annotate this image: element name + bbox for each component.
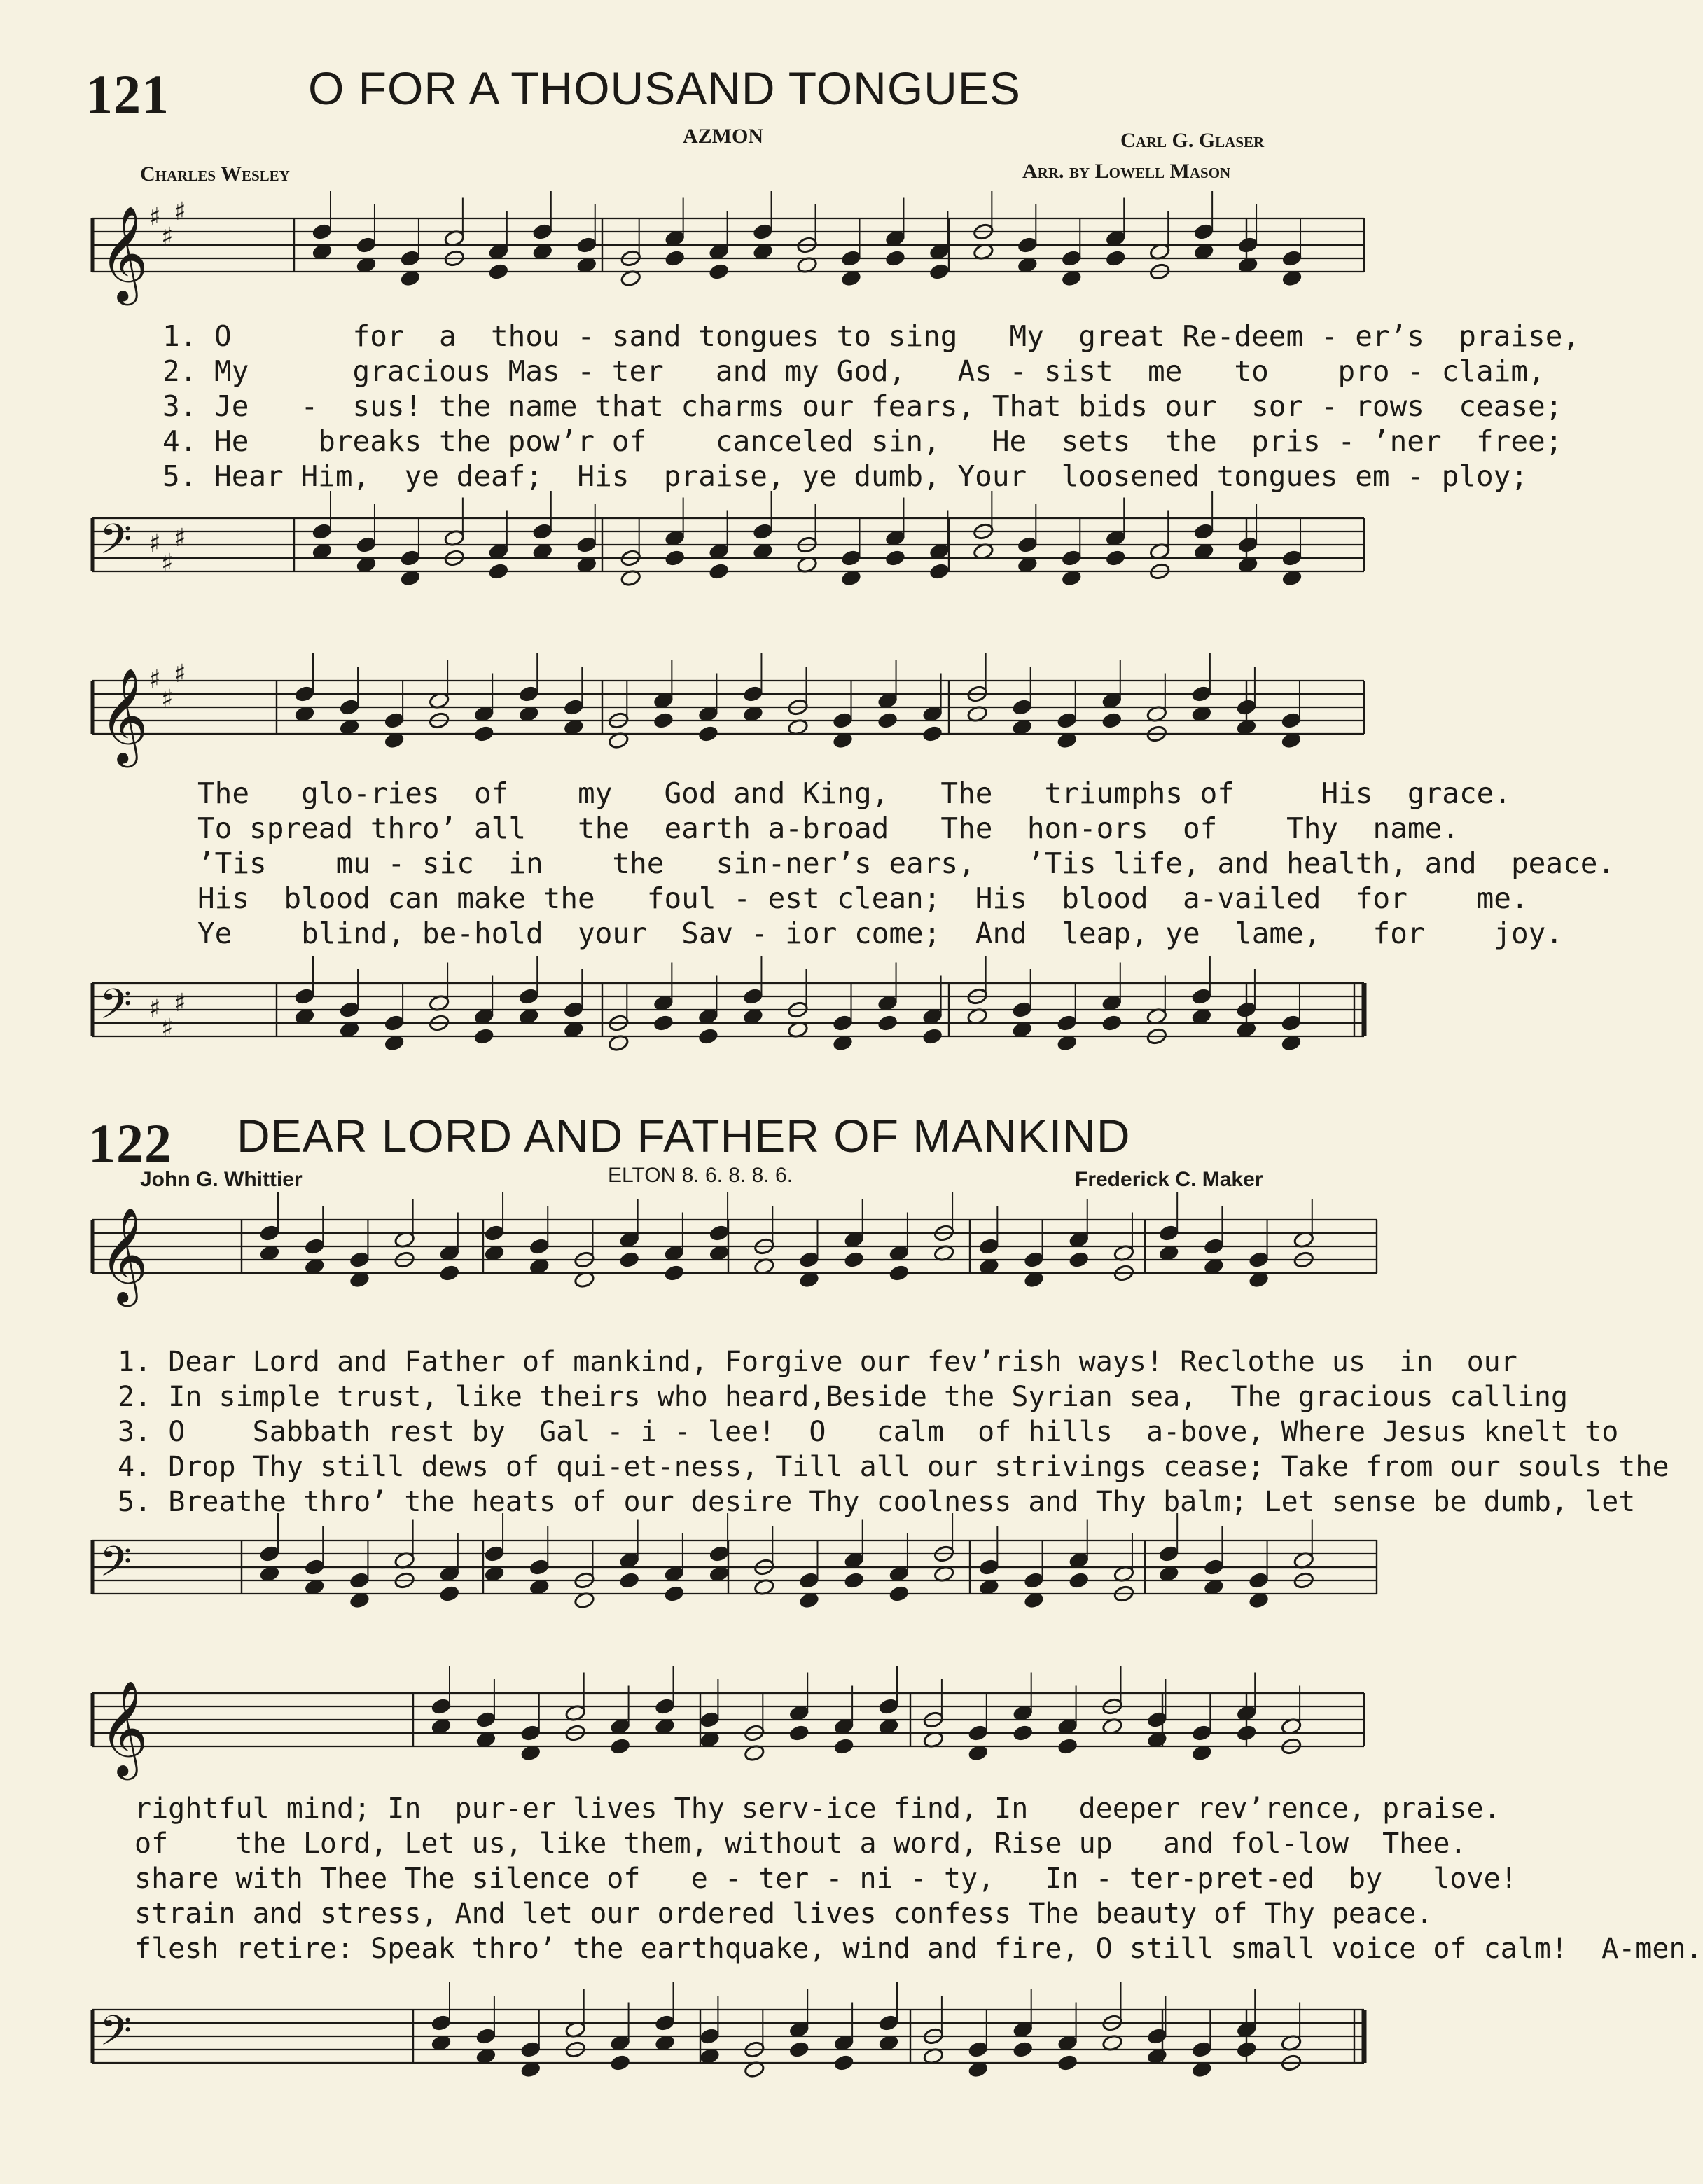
note-head bbox=[529, 1558, 550, 1576]
composer-credit: Carl G. Glaser bbox=[1120, 129, 1265, 152]
verses-hymn122-part2 bbox=[134, 1791, 1703, 1966]
note-head bbox=[618, 1251, 640, 1269]
sharp-icon: ♯ bbox=[148, 665, 161, 694]
note-head bbox=[1068, 1251, 1090, 1269]
note-head bbox=[1203, 1237, 1225, 1256]
note-head bbox=[833, 2054, 855, 2072]
note-head bbox=[473, 725, 495, 743]
hymn-title: O FOR A THOUSAND TONGUES bbox=[308, 62, 1021, 114]
note-head bbox=[788, 1724, 810, 1742]
note-head bbox=[520, 2040, 542, 2059]
note-head bbox=[978, 1237, 1000, 1256]
note-head bbox=[889, 1585, 910, 1603]
verse-line: To spread thro’ all the earth a-broad The hon-ors of Thy name. bbox=[197, 812, 1459, 845]
note-head bbox=[1017, 536, 1038, 554]
note-head bbox=[843, 1251, 865, 1269]
note-head bbox=[1191, 987, 1213, 1006]
note-head bbox=[929, 562, 950, 580]
note-head bbox=[922, 725, 943, 743]
note-head bbox=[1056, 1014, 1078, 1032]
hymn-number: 122 bbox=[88, 1113, 172, 1174]
note-head bbox=[832, 711, 854, 730]
note-head bbox=[889, 1264, 910, 1282]
note-head bbox=[1023, 1571, 1045, 1590]
note-head bbox=[439, 1585, 461, 1603]
hymn-title: DEAR LORD AND FATHER OF MANKIND bbox=[237, 1110, 1131, 1162]
note-head bbox=[294, 987, 316, 1006]
note-head bbox=[400, 249, 422, 267]
verse-line: of the Lord, Let us, like them, without a word, Rise up and fol-low Thee. bbox=[134, 1828, 1467, 1860]
verses-hymn122-part1 bbox=[118, 1344, 1669, 1519]
note-head bbox=[1023, 1251, 1045, 1269]
note-head bbox=[752, 522, 774, 541]
note-head bbox=[840, 549, 862, 567]
note-head bbox=[742, 685, 764, 703]
hymn-number: 121 bbox=[85, 64, 169, 125]
composer-credit: Frederick C. Maker bbox=[1075, 1168, 1263, 1191]
bass-clef-icon: 𝄢 bbox=[99, 1537, 132, 1596]
verse-line: 1. O for a thou - sand tongues to sing My great Re-deem - er’s praise, bbox=[162, 319, 1580, 353]
note-head bbox=[609, 2054, 631, 2072]
author-credit: John G. Whittier bbox=[140, 1168, 303, 1191]
sharp-icon: ♯ bbox=[161, 549, 174, 578]
note-head bbox=[840, 249, 862, 267]
note-head bbox=[618, 1571, 640, 1590]
note-head bbox=[609, 1737, 631, 1755]
note-head bbox=[1191, 2040, 1213, 2059]
note-head bbox=[968, 1724, 989, 1742]
verse-line: rightful mind; In pur-er lives Thy serv-ice find, In deeper rev’rence, praise. bbox=[134, 1793, 1501, 1825]
sharp-icon: ♯ bbox=[174, 660, 186, 688]
note-head bbox=[654, 2014, 676, 2032]
bass-clef-icon: 𝄢 bbox=[99, 2006, 132, 2065]
note-head bbox=[349, 1571, 370, 1590]
note-head bbox=[1191, 1724, 1213, 1742]
note-head bbox=[576, 236, 597, 254]
note-head bbox=[356, 536, 377, 554]
note-head bbox=[1057, 1737, 1078, 1755]
treble-clef-icon: 𝄞 bbox=[99, 1679, 148, 1776]
note-head bbox=[1203, 1558, 1225, 1576]
note-head bbox=[742, 987, 764, 1006]
note-head bbox=[709, 1545, 730, 1563]
note-head bbox=[1281, 249, 1303, 267]
note-head bbox=[488, 562, 510, 580]
note-head bbox=[576, 536, 597, 554]
note-head bbox=[518, 685, 540, 703]
note-head bbox=[832, 1014, 854, 1032]
verses-hymn121-part1 bbox=[162, 319, 1580, 494]
note-head bbox=[400, 549, 422, 567]
note-head bbox=[563, 1001, 585, 1019]
note-head bbox=[312, 223, 333, 241]
note-head bbox=[1237, 236, 1259, 254]
note-head bbox=[294, 685, 316, 703]
note-head bbox=[1011, 698, 1033, 716]
verse-line: 3. Je - sus! the name that charms our fears, That bids our sor - rows cease; bbox=[162, 389, 1563, 423]
note-head bbox=[304, 1237, 326, 1256]
verse-line: 5. Breathe thro’ the heats of our desire Thy coolness and Thy balm; Let sense be dumb, let bbox=[118, 1486, 1636, 1518]
note-head bbox=[653, 1014, 674, 1032]
note-head bbox=[312, 522, 333, 541]
note-head bbox=[1012, 1724, 1034, 1742]
note-head bbox=[877, 711, 898, 730]
note-head bbox=[384, 711, 405, 730]
treble-clef-icon: 𝄞 bbox=[99, 1206, 148, 1302]
note-head bbox=[1146, 1711, 1168, 1729]
verse-line: ’Tis mu - sic in the sin-ner’s ears, ’Tis life, and health, and peace. bbox=[197, 847, 1615, 880]
note-head bbox=[531, 223, 553, 241]
verse-line: Ye blind, be-hold your Sav - ior come; And leap, ye lame, for joy. bbox=[197, 917, 1564, 950]
note-head bbox=[339, 698, 361, 716]
note-head bbox=[697, 725, 719, 743]
note-head bbox=[798, 1571, 820, 1590]
tune-name: ELTON 8. 6. 8. 8. 6. bbox=[608, 1164, 793, 1187]
note-head bbox=[697, 1027, 719, 1045]
note-head bbox=[259, 1224, 281, 1242]
note-head bbox=[1101, 711, 1122, 730]
sharp-icon: ♯ bbox=[161, 1014, 174, 1043]
note-head bbox=[1193, 223, 1215, 241]
note-head bbox=[1158, 1224, 1180, 1242]
note-head bbox=[1068, 1571, 1090, 1590]
verse-line: 3. O Sabbath rest by Gal - i - lee! O calm of hills a-bove, Where Jesus knelt to bbox=[118, 1416, 1619, 1448]
note-head bbox=[929, 263, 950, 281]
note-head bbox=[384, 1014, 405, 1032]
note-head bbox=[475, 1711, 497, 1729]
note-head bbox=[1017, 236, 1038, 254]
note-head bbox=[878, 1697, 900, 1716]
sharp-icon: ♯ bbox=[161, 685, 174, 714]
note-head bbox=[1191, 685, 1213, 703]
verse-line: 4. He breaks the pow’r of canceled sin, He sets the pris - ’ner free; bbox=[162, 424, 1563, 458]
sharp-icon: ♯ bbox=[148, 203, 161, 232]
note-head bbox=[1146, 2027, 1168, 2045]
note-head bbox=[878, 2014, 900, 2032]
note-head bbox=[699, 1711, 721, 1729]
note-head bbox=[664, 1264, 686, 1282]
note-head bbox=[978, 1558, 1000, 1576]
verse-line: share with Thee The silence of e - ter - ni - ty, In - ter-pret-ed by love! bbox=[134, 1863, 1517, 1895]
verse-line: flesh retire: Speak thro’ the earthquake, wind and fire, O still small voice of calm! A-men. bbox=[134, 1933, 1703, 1965]
sharp-icon: ♯ bbox=[161, 223, 174, 251]
note-head bbox=[884, 549, 906, 567]
sharp-icon: ♯ bbox=[174, 197, 186, 226]
note-head bbox=[664, 249, 686, 267]
note-head bbox=[1061, 249, 1083, 267]
bass-clef-icon: 𝄢 bbox=[99, 515, 132, 573]
note-head bbox=[1281, 549, 1303, 567]
note-head bbox=[1281, 1014, 1302, 1032]
note-head bbox=[304, 1558, 326, 1576]
verse-line: 5. Hear Him, ye deaf; His praise, ye dumb, Your loosened tongues em - ploy; bbox=[162, 459, 1529, 493]
note-head bbox=[752, 223, 774, 241]
note-head bbox=[520, 1724, 542, 1742]
note-head bbox=[356, 236, 377, 254]
sharp-icon: ♯ bbox=[174, 524, 186, 552]
sharp-icon: ♯ bbox=[174, 989, 186, 1017]
verse-line: The glo-ries of my God and King, The triumphs of His grace. bbox=[197, 777, 1511, 810]
note-head bbox=[654, 1697, 676, 1716]
note-head bbox=[1281, 711, 1302, 730]
note-head bbox=[788, 2040, 810, 2059]
note-head bbox=[1101, 1014, 1122, 1032]
sharp-icon: ♯ bbox=[148, 529, 161, 558]
note-head bbox=[843, 1571, 865, 1590]
note-head bbox=[531, 522, 553, 541]
note-head bbox=[1236, 1724, 1258, 1742]
tune-name: AZMON bbox=[683, 125, 763, 148]
note-head bbox=[488, 263, 510, 281]
note-head bbox=[1248, 1571, 1270, 1590]
note-head bbox=[1193, 522, 1215, 541]
note-head bbox=[664, 1585, 686, 1603]
note-head bbox=[922, 1027, 943, 1045]
verse-line: 4. Drop Thy still dews of qui-et-ness, Till all our strivings cease; Take from our souls the bbox=[118, 1451, 1669, 1483]
verse-line: 2. In simple trust, like theirs who heard,Beside the Syrian sea, The gracious calling bbox=[118, 1381, 1569, 1413]
note-head bbox=[484, 1545, 506, 1563]
note-head bbox=[1061, 549, 1083, 567]
note-head bbox=[484, 1224, 506, 1242]
treble-clef-icon: 𝄞 bbox=[99, 204, 148, 301]
author-credit: Charles Wesley bbox=[140, 162, 290, 186]
note-head bbox=[475, 2027, 497, 2045]
verse-line: 1. Dear Lord and Father of mankind, Forgive our fev’rish ways! Reclothe us in our bbox=[118, 1346, 1517, 1378]
note-head bbox=[1158, 1545, 1180, 1563]
note-head bbox=[833, 1737, 855, 1755]
verses-hymn121-part2 bbox=[197, 776, 1615, 951]
note-head bbox=[1056, 711, 1078, 730]
note-head bbox=[1105, 249, 1127, 267]
note-head bbox=[968, 2040, 989, 2059]
note-head bbox=[708, 263, 730, 281]
sharp-icon: ♯ bbox=[148, 994, 161, 1023]
note-head bbox=[1011, 1001, 1033, 1019]
note-head bbox=[708, 562, 730, 580]
note-head bbox=[529, 1237, 550, 1256]
note-head bbox=[1105, 549, 1127, 567]
note-head bbox=[798, 1251, 820, 1269]
note-head bbox=[653, 711, 674, 730]
note-head bbox=[1012, 2040, 1034, 2059]
verse-line: His blood can make the foul - est clean; His blood a-vailed for me. bbox=[197, 882, 1529, 915]
note-head bbox=[1236, 698, 1258, 716]
note-head bbox=[431, 1697, 452, 1716]
note-head bbox=[259, 1545, 281, 1563]
verse-line: 2. My gracious Mas - ter and my God, As - sist me to pro - claim, bbox=[162, 354, 1545, 388]
note-head bbox=[473, 1027, 495, 1045]
note-head bbox=[431, 2014, 452, 2032]
verse-line: strain and stress, And let our ordered lives confess The beauty of Thy peace. bbox=[134, 1898, 1433, 1930]
note-head bbox=[439, 1264, 461, 1282]
note-head bbox=[1236, 1001, 1258, 1019]
note-head bbox=[563, 698, 585, 716]
note-head bbox=[1248, 1251, 1270, 1269]
note-head bbox=[664, 549, 686, 567]
note-head bbox=[877, 1014, 898, 1032]
note-head bbox=[884, 249, 906, 267]
treble-clef-icon: 𝄞 bbox=[99, 667, 148, 763]
note-head bbox=[699, 2027, 721, 2045]
bass-clef-icon: 𝄢 bbox=[99, 980, 132, 1038]
note-head bbox=[349, 1251, 370, 1269]
note-head bbox=[709, 1224, 730, 1242]
note-head bbox=[339, 1001, 361, 1019]
note-head bbox=[1237, 536, 1259, 554]
arranger-credit: Arr. by Lowell Mason bbox=[1022, 160, 1231, 183]
note-head bbox=[1236, 2040, 1258, 2059]
note-head bbox=[1057, 2054, 1078, 2072]
note-head bbox=[518, 987, 540, 1006]
